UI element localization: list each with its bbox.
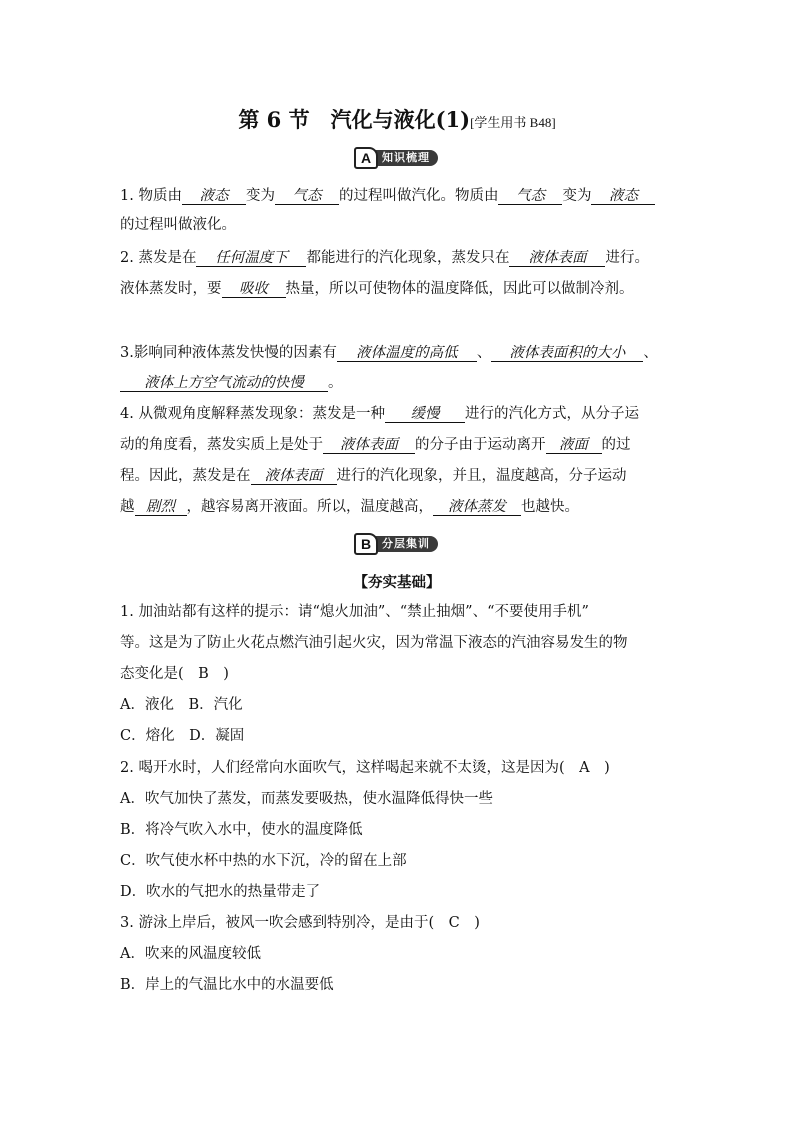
blank: 缓慢 [385,406,465,423]
section-a-letter: A [354,147,378,169]
blank: 气态 [498,188,562,205]
exercise-1-line2: 等。这是为了防止火花点燃汽油引起火灾，因为常温下液态的汽油容易发生的物 [120,635,628,651]
section-b-letter: B [354,533,378,555]
title-reference: [学生用书 B48] [470,115,556,130]
knowledge-q4-line3: 程。因此，蒸发是在 液体表面 进行的汽化现象，并且，温度越高，分子运动 [120,468,627,484]
exercise-2-option-b: B．将冷气吹入水中，使水的温度降低 [120,822,363,838]
page-title [0,104,794,134]
section-a-label: 知识梳理 [374,150,438,166]
section-a-badge [354,147,438,169]
exercise-1-line1: 1. 加油站都有这样的提示：请“熄火加油”、“禁止抽烟”、“不要使用手机” [120,604,589,620]
exercise-2-option-d: D．吹水的气把水的热量带走了 [120,884,321,900]
exercise-3-question: 3. 游泳上岸后，被风一吹会感到特别冷，是由于( C ) [120,915,480,931]
blank: 液体表面 [323,437,415,454]
blank: 液体温度的高低 [337,345,477,362]
blank: 液体上方空气流动的快慢 [120,375,328,392]
subsection-heading: 【夯实基础】 [353,574,441,591]
knowledge-q4-line4: 越 剧烈 ，越容易离开液面。所以，温度越高， 液体蒸发 也越快。 [120,499,579,515]
section-b-badge [354,533,438,555]
exercise-3-option-b: B．岸上的气温比水中的水温要低 [120,977,334,993]
exercise-2-option-c: C．吹气使水杯中热的水下沉，冷的留在上部 [120,853,407,869]
exercise-2-option-a: A．吹气加快了蒸发，而蒸发要吸热，使水温降低得快一些 [120,791,493,807]
blank: 液体表面 [251,468,337,485]
knowledge-q1-line2: 的过程叫做液化。 [120,217,236,233]
exercise-1-options-ab: A．液化 B．汽化 [120,697,243,713]
blank: 液态 [591,188,655,205]
blank: 液体表面 [509,250,605,267]
knowledge-q3-line2: 液体上方空气流动的快慢 。 [120,373,343,393]
blank: 任何温度下 [196,250,306,267]
exercise-1-options-cd: C．熔化 D．凝固 [120,728,245,744]
knowledge-q4-line1: 4. 从微观角度解释蒸发现象：蒸发是一种 缓慢 进行的汽化方式，从分子运 [120,406,639,422]
exercise-2-question: 2. 喝开水时，人们经常向水面吹气，这样喝起来就不太烫，这是因为( A ) [120,760,610,776]
exercise-3-option-a: A．吹来的风温度较低 [120,946,261,962]
blank: 液体蒸发 [433,499,521,516]
blank: 液面 [546,437,602,454]
blank: 气态 [275,188,339,205]
blank: 剧烈 [135,499,187,516]
knowledge-q2-line2: 液体蒸发时，要 吸收 热量，所以可使物体的温度降低，因此可以做制冷剂。 [120,281,634,297]
knowledge-q3-line1: 3.影响同种液体蒸发快慢的因素有 液体温度的高低 、 液体表面积的大小 、 [120,345,658,361]
knowledge-q4-line2: 动的角度看，蒸发实质上是处于 液体表面 的分子由于运动离开 液面 的过 [120,437,631,453]
knowledge-q2-line1: 2. 蒸发是在 任何温度下 都能进行的汽化现象，蒸发只在 液体表面 进行。 [120,250,649,266]
blank: 液体表面积的大小 [491,345,643,362]
blank: 液态 [182,188,246,205]
exercise-1-line3: 态变化是( B ) [120,666,229,682]
knowledge-q1-line1: 1. 物质由 液态 变为 气态 的过程叫做汽化。物质由 气态 变为 液态 [120,186,655,206]
title-main: 第 6 节 汽化与液化(1) [238,107,471,132]
blank: 吸收 [222,281,286,298]
section-b-label: 分层集训 [374,536,438,552]
